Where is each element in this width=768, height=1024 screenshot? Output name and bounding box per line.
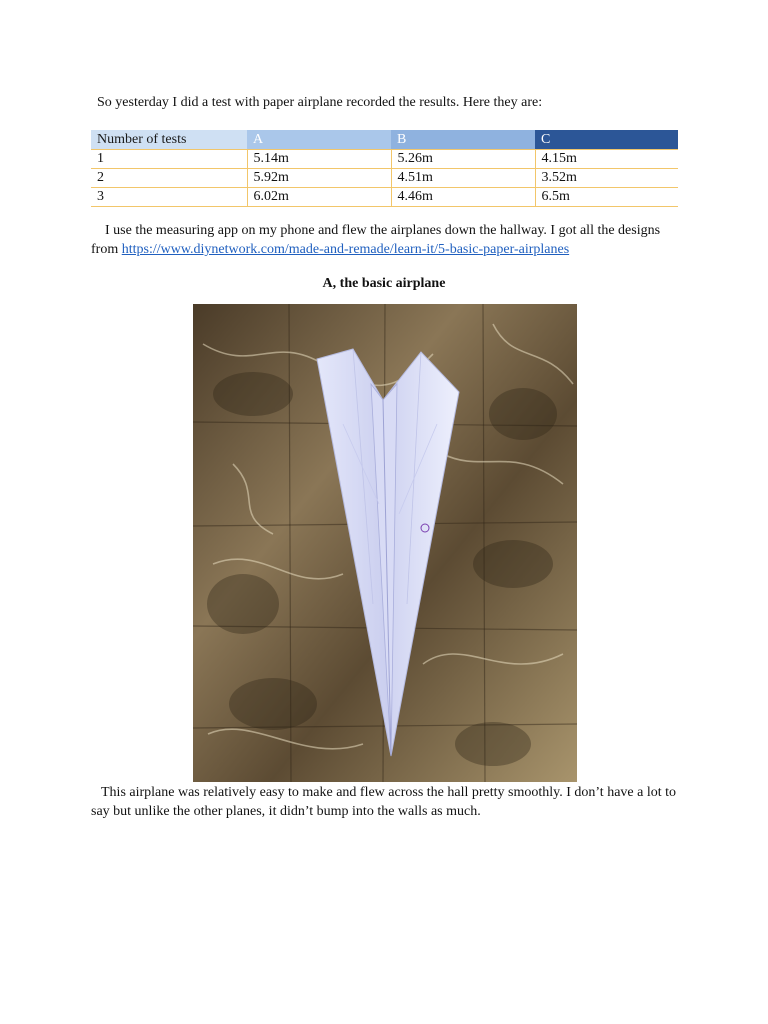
table-cell: 2: [91, 169, 247, 188]
table-cell: 5.14m: [247, 150, 391, 169]
intro-text: So yesterday I did a test with paper airplane recorded the results. Here they are:: [97, 95, 543, 110]
paper-airplane-photo: [193, 304, 577, 782]
table-cell: 1: [91, 150, 247, 169]
table-cell: 4.46m: [391, 188, 535, 207]
header-b: B: [391, 130, 535, 150]
table-row: [91, 188, 678, 207]
method-text: I use the measuring app on my phone and flew the airplanes down the hallway. I got all the designs from: [91, 223, 661, 257]
table-cell: 4.51m: [391, 169, 535, 188]
table-row: [91, 169, 678, 188]
table-cell: 4.15m: [535, 150, 678, 169]
design-source-link[interactable]: https://www.diynetwork.com/made-and-remade/learn-it/5-basic-paper-airplanes: [121, 242, 570, 257]
results-table: [91, 130, 678, 207]
table-cell: 6.02m: [247, 188, 391, 207]
table-header-row: [91, 130, 678, 150]
photo-caption: A, the basic airplane: [322, 276, 446, 291]
table-cell: 5.26m: [391, 150, 535, 169]
table-cell: 3: [91, 188, 247, 207]
header-a: A: [247, 130, 391, 150]
header-number-of-tests: Number of tests: [91, 130, 247, 150]
method-paragraph: [91, 221, 681, 259]
table-row: [91, 150, 678, 169]
table-cell: 3.52m: [535, 169, 678, 188]
table-cell: 5.92m: [247, 169, 391, 188]
header-c: C: [535, 130, 678, 150]
airplane-description: This airplane was relatively easy to make and flew across the hall pretty smoothly. I don’t have a lot to say but unlike the other planes, it didn’t bump into the walls as much.: [91, 785, 676, 819]
table-cell: 6.5m: [535, 188, 678, 207]
